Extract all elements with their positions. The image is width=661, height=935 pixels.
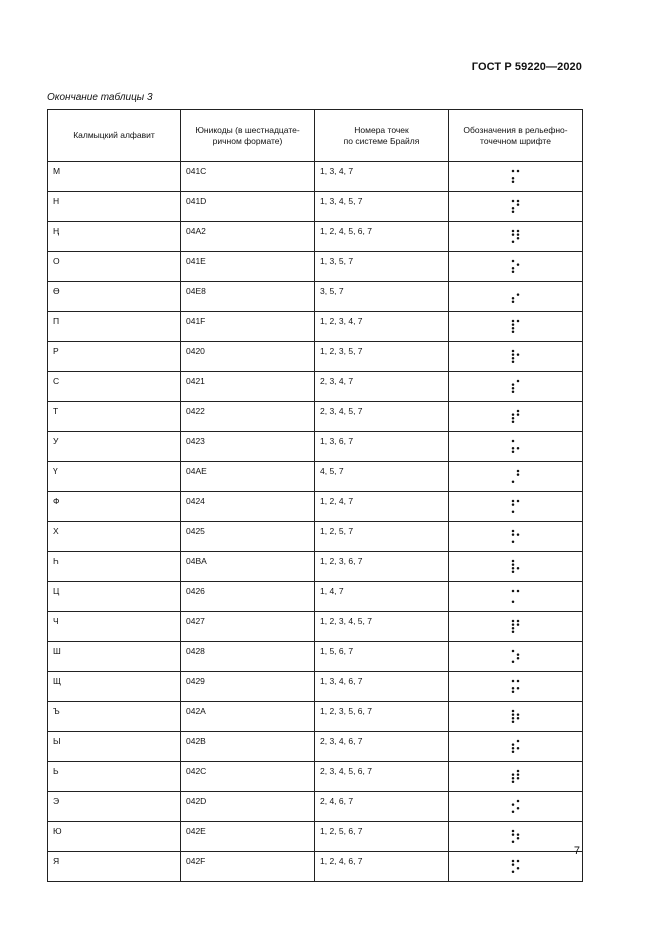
braille-dot-7 [511, 271, 514, 274]
braille-dot-7 [511, 421, 514, 424]
cell-unicode: 0427 [181, 612, 315, 642]
braille-dot-2 [511, 533, 514, 536]
cell-dot-numbers: 1, 2, 4, 5, 6, 7 [315, 222, 449, 252]
header-unicode: Юникоды (в шестнадцате- ричном формате) [181, 110, 315, 162]
braille-dot-3 [511, 627, 514, 630]
braille-dot-7 [511, 631, 514, 634]
braille-glyph-icon [511, 229, 521, 244]
cell-braille-symbol [449, 342, 583, 372]
cell-braille-symbol [449, 582, 583, 612]
braille-dot-1 [511, 530, 514, 533]
braille-dot-4 [516, 200, 519, 203]
braille-glyph-icon [511, 709, 521, 724]
cell-unicode: 042C [181, 762, 315, 792]
braille-dot-6 [516, 717, 519, 720]
header-braille-dots: Номера точек по системе Брайля [315, 110, 449, 162]
table-row [48, 642, 583, 672]
cell-dot-numbers: 1, 2, 4, 7 [315, 492, 449, 522]
braille-dot-4 [516, 620, 519, 623]
braille-dot-2 [511, 353, 514, 356]
cell-dot-numbers: 1, 2, 3, 4, 7 [315, 312, 449, 342]
table-row [48, 222, 583, 252]
braille-dot-3 [511, 297, 514, 300]
braille-dot-2 [511, 773, 514, 776]
braille-dot-2 [511, 863, 514, 866]
braille-dot-4 [516, 230, 519, 233]
table-caption: Окончание таблицы 3 [47, 92, 153, 103]
braille-dot-2 [511, 563, 514, 566]
cell-unicode: 04A2 [181, 222, 315, 252]
header-braille-symbol: Обозначения в рельефно- точечном шрифте [449, 110, 583, 162]
braille-dot-7 [511, 241, 514, 244]
braille-glyph-icon [511, 589, 521, 604]
cell-dot-numbers: 1, 3, 6, 7 [315, 432, 449, 462]
braille-dot-2 [511, 503, 514, 506]
cell-letter: Ө [48, 282, 181, 312]
braille-dot-5 [516, 233, 519, 236]
table-row [48, 492, 583, 522]
cell-braille-symbol [449, 462, 583, 492]
braille-dot-2 [511, 383, 514, 386]
cell-braille-symbol [449, 822, 583, 852]
braille-dot-5 [516, 653, 519, 656]
cell-unicode: 04E8 [181, 282, 315, 312]
braille-dot-6 [516, 867, 519, 870]
cell-letter: Һ [48, 552, 181, 582]
braille-glyph-icon [511, 439, 521, 454]
braille-dot-7 [511, 331, 514, 334]
braille-glyph-icon [511, 409, 521, 424]
braille-dot-7 [511, 541, 514, 544]
table-body [48, 162, 583, 882]
table-row [48, 312, 583, 342]
braille-glyph-icon [511, 649, 521, 664]
cell-letter: Т [48, 402, 181, 432]
table-header-row [48, 110, 583, 162]
cell-braille-symbol [449, 672, 583, 702]
cell-unicode: 042B [181, 732, 315, 762]
table-row [48, 462, 583, 492]
braille-glyph-icon [511, 379, 521, 394]
table-row [48, 672, 583, 702]
braille-dot-5 [516, 833, 519, 836]
braille-dot-4 [516, 860, 519, 863]
header-alphabet: Калмыцкий алфавит [48, 110, 181, 162]
braille-dot-1 [511, 440, 514, 443]
cell-dot-numbers: 2, 4, 6, 7 [315, 792, 449, 822]
braille-dot-4 [516, 320, 519, 323]
braille-dot-5 [516, 533, 519, 536]
cell-braille-symbol [449, 852, 583, 882]
braille-glyph-icon [511, 619, 521, 634]
table-row [48, 552, 583, 582]
cell-unicode: 042F [181, 852, 315, 882]
braille-dot-3 [511, 327, 514, 330]
cell-dot-numbers: 3, 5, 7 [315, 282, 449, 312]
table-row [48, 192, 583, 222]
braille-dot-3 [511, 177, 514, 180]
cell-braille-symbol [449, 552, 583, 582]
cell-unicode: 0429 [181, 672, 315, 702]
cell-unicode: 0424 [181, 492, 315, 522]
braille-dot-1 [511, 320, 514, 323]
braille-dot-1 [511, 710, 514, 713]
braille-dot-7 [511, 871, 514, 874]
braille-dot-7 [511, 481, 514, 484]
cell-braille-symbol [449, 162, 583, 192]
braille-dot-7 [511, 181, 514, 184]
braille-dot-6 [516, 837, 519, 840]
braille-dot-1 [511, 260, 514, 263]
table-row [48, 732, 583, 762]
cell-braille-symbol [449, 282, 583, 312]
cell-braille-symbol [449, 312, 583, 342]
braille-dot-3 [511, 387, 514, 390]
cell-letter: Н [48, 192, 181, 222]
braille-dot-7 [511, 751, 514, 754]
table-row [48, 372, 583, 402]
cell-braille-symbol [449, 762, 583, 792]
cell-dot-numbers: 1, 3, 5, 7 [315, 252, 449, 282]
braille-dot-5 [516, 263, 519, 266]
cell-dot-numbers: 1, 2, 3, 5, 7 [315, 342, 449, 372]
braille-glyph-icon [511, 739, 521, 754]
braille-dot-6 [516, 237, 519, 240]
cell-letter: Ь [48, 762, 181, 792]
cell-dot-numbers: 1, 4, 7 [315, 582, 449, 612]
cell-letter: Ц [48, 582, 181, 612]
braille-glyph-icon [511, 499, 521, 514]
braille-dot-7 [511, 571, 514, 574]
braille-dot-4 [516, 770, 519, 773]
cell-unicode: 042E [181, 822, 315, 852]
braille-dot-4 [516, 500, 519, 503]
page-number: 7 [573, 845, 580, 857]
cell-letter: С [48, 372, 181, 402]
table-row [48, 522, 583, 552]
braille-dot-7 [511, 601, 514, 604]
braille-dot-1 [511, 200, 514, 203]
braille-dot-1 [511, 590, 514, 593]
braille-dot-2 [511, 743, 514, 746]
braille-dot-3 [511, 687, 514, 690]
table-row [48, 702, 583, 732]
braille-glyph-icon [511, 859, 521, 874]
braille-glyph-icon [511, 289, 521, 304]
cell-letter: Ш [48, 642, 181, 672]
braille-dot-5 [516, 473, 519, 476]
braille-dot-4 [516, 470, 519, 473]
braille-dot-7 [511, 661, 514, 664]
cell-letter: П [48, 312, 181, 342]
braille-dot-3 [511, 447, 514, 450]
braille-dot-2 [511, 803, 514, 806]
cell-letter: Щ [48, 672, 181, 702]
cell-dot-numbers: 1, 2, 3, 4, 5, 7 [315, 612, 449, 642]
braille-dot-5 [516, 713, 519, 716]
cell-letter: О [48, 252, 181, 282]
braille-dot-5 [516, 353, 519, 356]
table-row [48, 432, 583, 462]
cell-letter: Э [48, 792, 181, 822]
cell-braille-symbol [449, 702, 583, 732]
braille-dot-4 [516, 740, 519, 743]
braille-dot-3 [511, 747, 514, 750]
cell-dot-numbers: 1, 5, 6, 7 [315, 642, 449, 672]
braille-dot-1 [511, 560, 514, 563]
braille-dot-2 [511, 833, 514, 836]
braille-dot-6 [516, 807, 519, 810]
table-row [48, 852, 583, 882]
braille-dot-3 [511, 777, 514, 780]
braille-glyph-icon [511, 319, 521, 334]
braille-dot-1 [511, 860, 514, 863]
braille-dot-7 [511, 691, 514, 694]
cell-unicode: 0425 [181, 522, 315, 552]
braille-dot-3 [511, 567, 514, 570]
braille-dot-4 [516, 590, 519, 593]
cell-braille-symbol [449, 222, 583, 252]
braille-dot-4 [516, 800, 519, 803]
cell-letter: Ъ [48, 702, 181, 732]
braille-glyph-icon [511, 769, 521, 784]
table-row [48, 822, 583, 852]
cell-dot-numbers: 2, 3, 4, 6, 7 [315, 732, 449, 762]
braille-dot-5 [516, 773, 519, 776]
cell-dot-numbers: 1, 2, 4, 6, 7 [315, 852, 449, 882]
cell-dot-numbers: 1, 3, 4, 6, 7 [315, 672, 449, 702]
braille-dot-6 [516, 747, 519, 750]
cell-dot-numbers: 2, 3, 4, 5, 6, 7 [315, 762, 449, 792]
braille-dot-1 [511, 170, 514, 173]
cell-letter: Я [48, 852, 181, 882]
braille-dot-4 [516, 380, 519, 383]
cell-unicode: 042D [181, 792, 315, 822]
cell-unicode: 04BA [181, 552, 315, 582]
braille-dot-7 [511, 721, 514, 724]
table-row [48, 612, 583, 642]
cell-unicode: 0422 [181, 402, 315, 432]
braille-glyph-icon [511, 529, 521, 544]
cell-dot-numbers: 4, 5, 7 [315, 462, 449, 492]
braille-glyph-icon [511, 799, 521, 814]
braille-glyph-icon [511, 259, 521, 274]
table-row [48, 762, 583, 792]
braille-table [47, 109, 583, 882]
braille-dot-2 [511, 233, 514, 236]
braille-dot-6 [516, 777, 519, 780]
table-row [48, 252, 583, 282]
cell-unicode: 04AE [181, 462, 315, 492]
braille-dot-2 [511, 413, 514, 416]
table-row [48, 402, 583, 432]
braille-dot-5 [516, 623, 519, 626]
braille-dot-7 [511, 361, 514, 364]
cell-braille-symbol [449, 732, 583, 762]
cell-dot-numbers: 1, 3, 4, 5, 7 [315, 192, 449, 222]
braille-dot-7 [511, 811, 514, 814]
cell-unicode: 0421 [181, 372, 315, 402]
cell-letter: Ү [48, 462, 181, 492]
cell-unicode: 0426 [181, 582, 315, 612]
braille-dot-3 [511, 267, 514, 270]
braille-dot-4 [516, 680, 519, 683]
braille-dot-2 [511, 323, 514, 326]
braille-glyph-icon [511, 199, 521, 214]
braille-dot-7 [511, 211, 514, 214]
cell-unicode: 0428 [181, 642, 315, 672]
cell-braille-symbol [449, 792, 583, 822]
braille-dot-3 [511, 417, 514, 420]
braille-dot-6 [516, 687, 519, 690]
braille-dot-1 [511, 830, 514, 833]
cell-letter: Ы [48, 732, 181, 762]
cell-braille-symbol [449, 402, 583, 432]
cell-letter: Ю [48, 822, 181, 852]
table-row [48, 282, 583, 312]
cell-unicode: 0423 [181, 432, 315, 462]
braille-glyph-icon [511, 829, 521, 844]
table-row [48, 342, 583, 372]
braille-dot-6 [516, 567, 519, 570]
cell-dot-numbers: 1, 2, 3, 6, 7 [315, 552, 449, 582]
cell-braille-symbol [449, 612, 583, 642]
cell-braille-symbol [449, 372, 583, 402]
braille-dot-7 [511, 841, 514, 844]
braille-dot-3 [511, 357, 514, 360]
braille-dot-1 [511, 350, 514, 353]
cell-braille-symbol [449, 432, 583, 462]
cell-braille-symbol [449, 252, 583, 282]
cell-dot-numbers: 1, 2, 5, 7 [315, 522, 449, 552]
braille-dot-6 [516, 657, 519, 660]
braille-dot-1 [511, 620, 514, 623]
braille-dot-1 [511, 650, 514, 653]
cell-letter: Р [48, 342, 181, 372]
braille-dot-7 [511, 511, 514, 514]
braille-dot-5 [516, 293, 519, 296]
braille-dot-5 [516, 203, 519, 206]
table-row [48, 792, 583, 822]
cell-letter: Ф [48, 492, 181, 522]
braille-dot-7 [511, 301, 514, 304]
cell-braille-symbol [449, 522, 583, 552]
cell-unicode: 041E [181, 252, 315, 282]
cell-dot-numbers: 2, 3, 4, 5, 7 [315, 402, 449, 432]
braille-dot-3 [511, 207, 514, 210]
cell-braille-symbol [449, 192, 583, 222]
braille-glyph-icon [511, 349, 521, 364]
cell-letter: М [48, 162, 181, 192]
braille-glyph-icon [511, 559, 521, 574]
cell-braille-symbol [449, 492, 583, 522]
braille-glyph-icon [511, 169, 521, 184]
braille-dot-3 [511, 717, 514, 720]
cell-letter: У [48, 432, 181, 462]
braille-dot-7 [511, 451, 514, 454]
cell-dot-numbers: 1, 3, 4, 7 [315, 162, 449, 192]
braille-dot-5 [516, 413, 519, 416]
braille-glyph-icon [511, 469, 521, 484]
braille-dot-1 [511, 230, 514, 233]
cell-letter: Х [48, 522, 181, 552]
cell-unicode: 041C [181, 162, 315, 192]
cell-dot-numbers: 1, 2, 3, 5, 6, 7 [315, 702, 449, 732]
cell-unicode: 042A [181, 702, 315, 732]
braille-dot-7 [511, 391, 514, 394]
braille-dot-2 [511, 623, 514, 626]
cell-unicode: 041D [181, 192, 315, 222]
table-row [48, 582, 583, 612]
braille-dot-7 [511, 781, 514, 784]
braille-dot-4 [516, 170, 519, 173]
cell-braille-symbol [449, 642, 583, 672]
braille-dot-1 [511, 500, 514, 503]
table-row [48, 162, 583, 192]
braille-dot-6 [516, 447, 519, 450]
cell-dot-numbers: 2, 3, 4, 7 [315, 372, 449, 402]
braille-dot-1 [511, 680, 514, 683]
standard-code: ГОСТ Р 59220—2020 [471, 61, 582, 73]
braille-dot-2 [511, 713, 514, 716]
cell-dot-numbers: 1, 2, 5, 6, 7 [315, 822, 449, 852]
cell-unicode: 041F [181, 312, 315, 342]
cell-letter: Ң [48, 222, 181, 252]
braille-dot-4 [516, 410, 519, 413]
cell-letter: Ч [48, 612, 181, 642]
cell-unicode: 0420 [181, 342, 315, 372]
braille-glyph-icon [511, 679, 521, 694]
